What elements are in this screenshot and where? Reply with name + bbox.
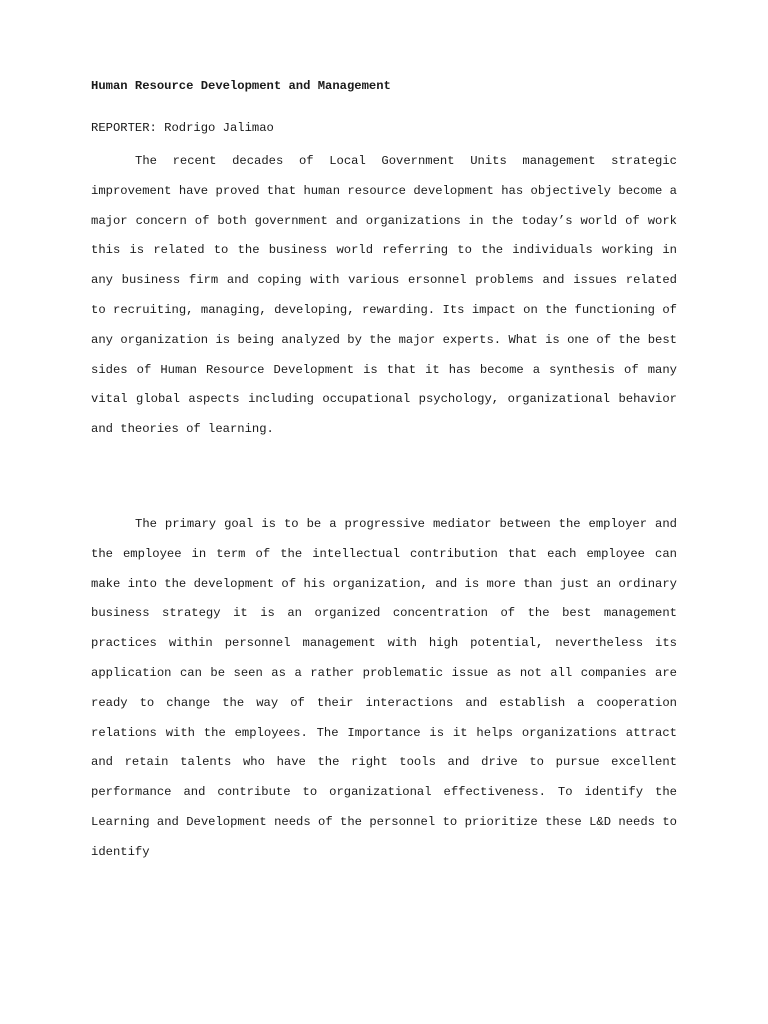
reporter-line: REPORTER: Rodrigo Jalimao (91, 121, 274, 135)
body-paragraph-2: The primary goal is to be a progressive mediator between the employer and the employee in term of the intellectual contribution that each employee can make into the development of his organization, and is more than just an ordinary business strategy it is an organized concentration of the best management practices within personnel management with high potential, nevertheless its application can be seen as a rather problematic issue as not all companies are ready to change the way of their interactions and establish a cooperation relations with the employees. The Importance is it helps organizations attract and retain talents who have the right tools and drive to pursue excellent performance and contribute to organizational effectiveness. To identify the Learning and Development needs of the personnel to prioritize these L&D needs to identify (91, 517, 677, 859)
body-paragraph-1: The recent decades of Local Government Units management strategic improvement have proved that human resource development has objectively become a major concern of both government and organizations in the today’s world of work this is related to the business world referring to the individuals working in any business firm and coping with various ersonnel problems and issues related to recruiting, managing, developing, rewarding. Its impact on the functioning of any organization is being analyzed by the major experts. What is one of the best sides of Human Resource Development is that it has become a synthesis of many vital global aspects including occupational psychology, organizational behavior and theories of learning. (91, 154, 677, 437)
document-title: Human Resource Development and Management (91, 79, 391, 93)
